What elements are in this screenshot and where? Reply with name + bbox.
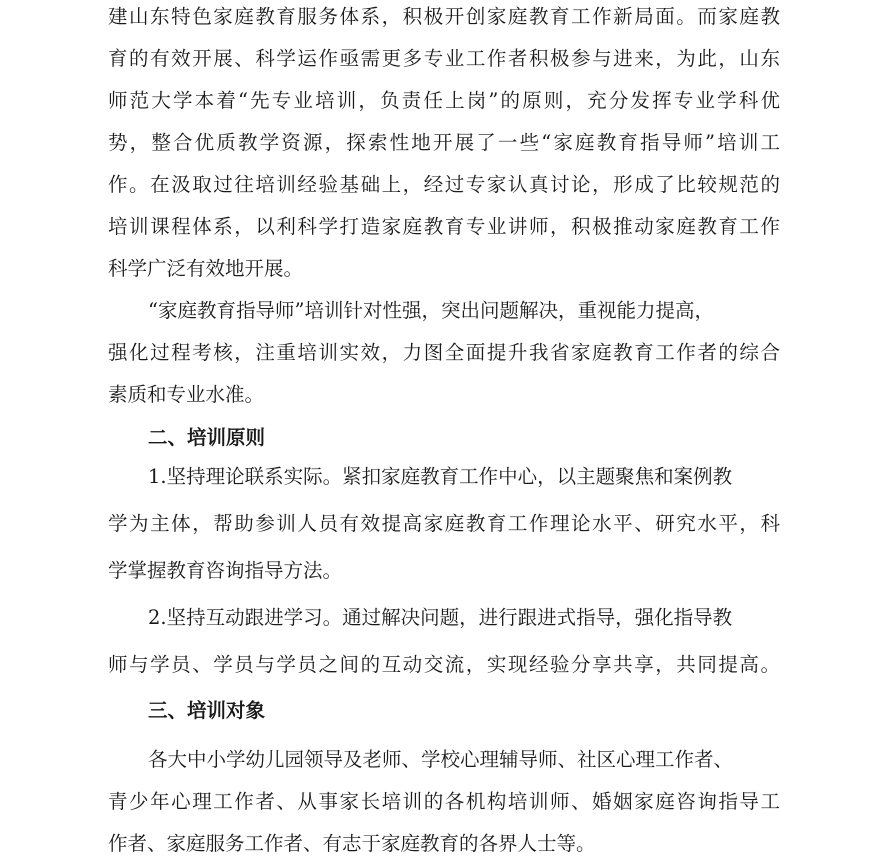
paragraph-line: 育的有效开展、科学运作亟需更多专业工作者积极参与进来，为此，山东: [108, 47, 780, 70]
paragraph-line: 学掌握教育咨询指导方法。: [108, 559, 343, 582]
section-heading: 三、培训对象: [148, 699, 266, 722]
paragraph-line: 建山东特色家庭教育服务体系，积极开创家庭教育工作新局面。而家庭教: [108, 5, 780, 28]
paragraph-line: 各大中小学幼儿园领导及老师、学校心理辅导师、社区心理工作者、: [148, 748, 734, 771]
section-heading: 二、培训原则: [148, 426, 266, 449]
paragraph-line: 学为主体，帮助参训人员有效提高家庭教育工作理论水平、研究水平，科: [108, 512, 780, 535]
paragraph-line: 培训课程体系，以利科学打造家庭教育专业讲师，积极推动家庭教育工作: [108, 215, 780, 238]
paragraph-line: 作者、家庭服务工作者、有志于家庭教育的各界人士等。: [108, 832, 596, 855]
paragraph-line: 师范大学本着“先专业培训，负责任上岗”的原则，充分发挥专业学科优: [108, 89, 780, 112]
paragraph-line: 强化过程考核，注重培训实效，力图全面提升我省家庭教育工作者的综合: [108, 341, 780, 364]
paragraph-line: “家庭教育指导师”培训针对性强，突出问题解决，重视能力提高，: [148, 299, 714, 322]
paragraph-line: 2.坚持互动跟进学习。通过解决问题，进行跟进式指导，强化指导教: [148, 606, 733, 629]
paragraph-line: 势，整合优质教学资源，探索性地开展了一些“家庭教育指导师”培训工: [108, 131, 780, 154]
paragraph-line: 作。在汲取过往培训经验基础上，经过专家认真讨论，形成了比较规范的: [108, 173, 780, 196]
paragraph-line: 素质和专业水准。: [108, 383, 265, 406]
paragraph-line: 师与学员、学员与学员之间的互动交流，实现经验分享共享，共同提高。: [108, 653, 780, 676]
paragraph-line: 1.坚持理论联系实际。紧扣家庭教育工作中心，以主题聚焦和案例教: [148, 465, 733, 488]
paragraph-line: 青少年心理工作者、从事家长培训的各机构培训师、婚姻家庭咨询指导工: [108, 790, 780, 813]
paragraph-line: 科学广泛有效地开展。: [108, 257, 304, 280]
